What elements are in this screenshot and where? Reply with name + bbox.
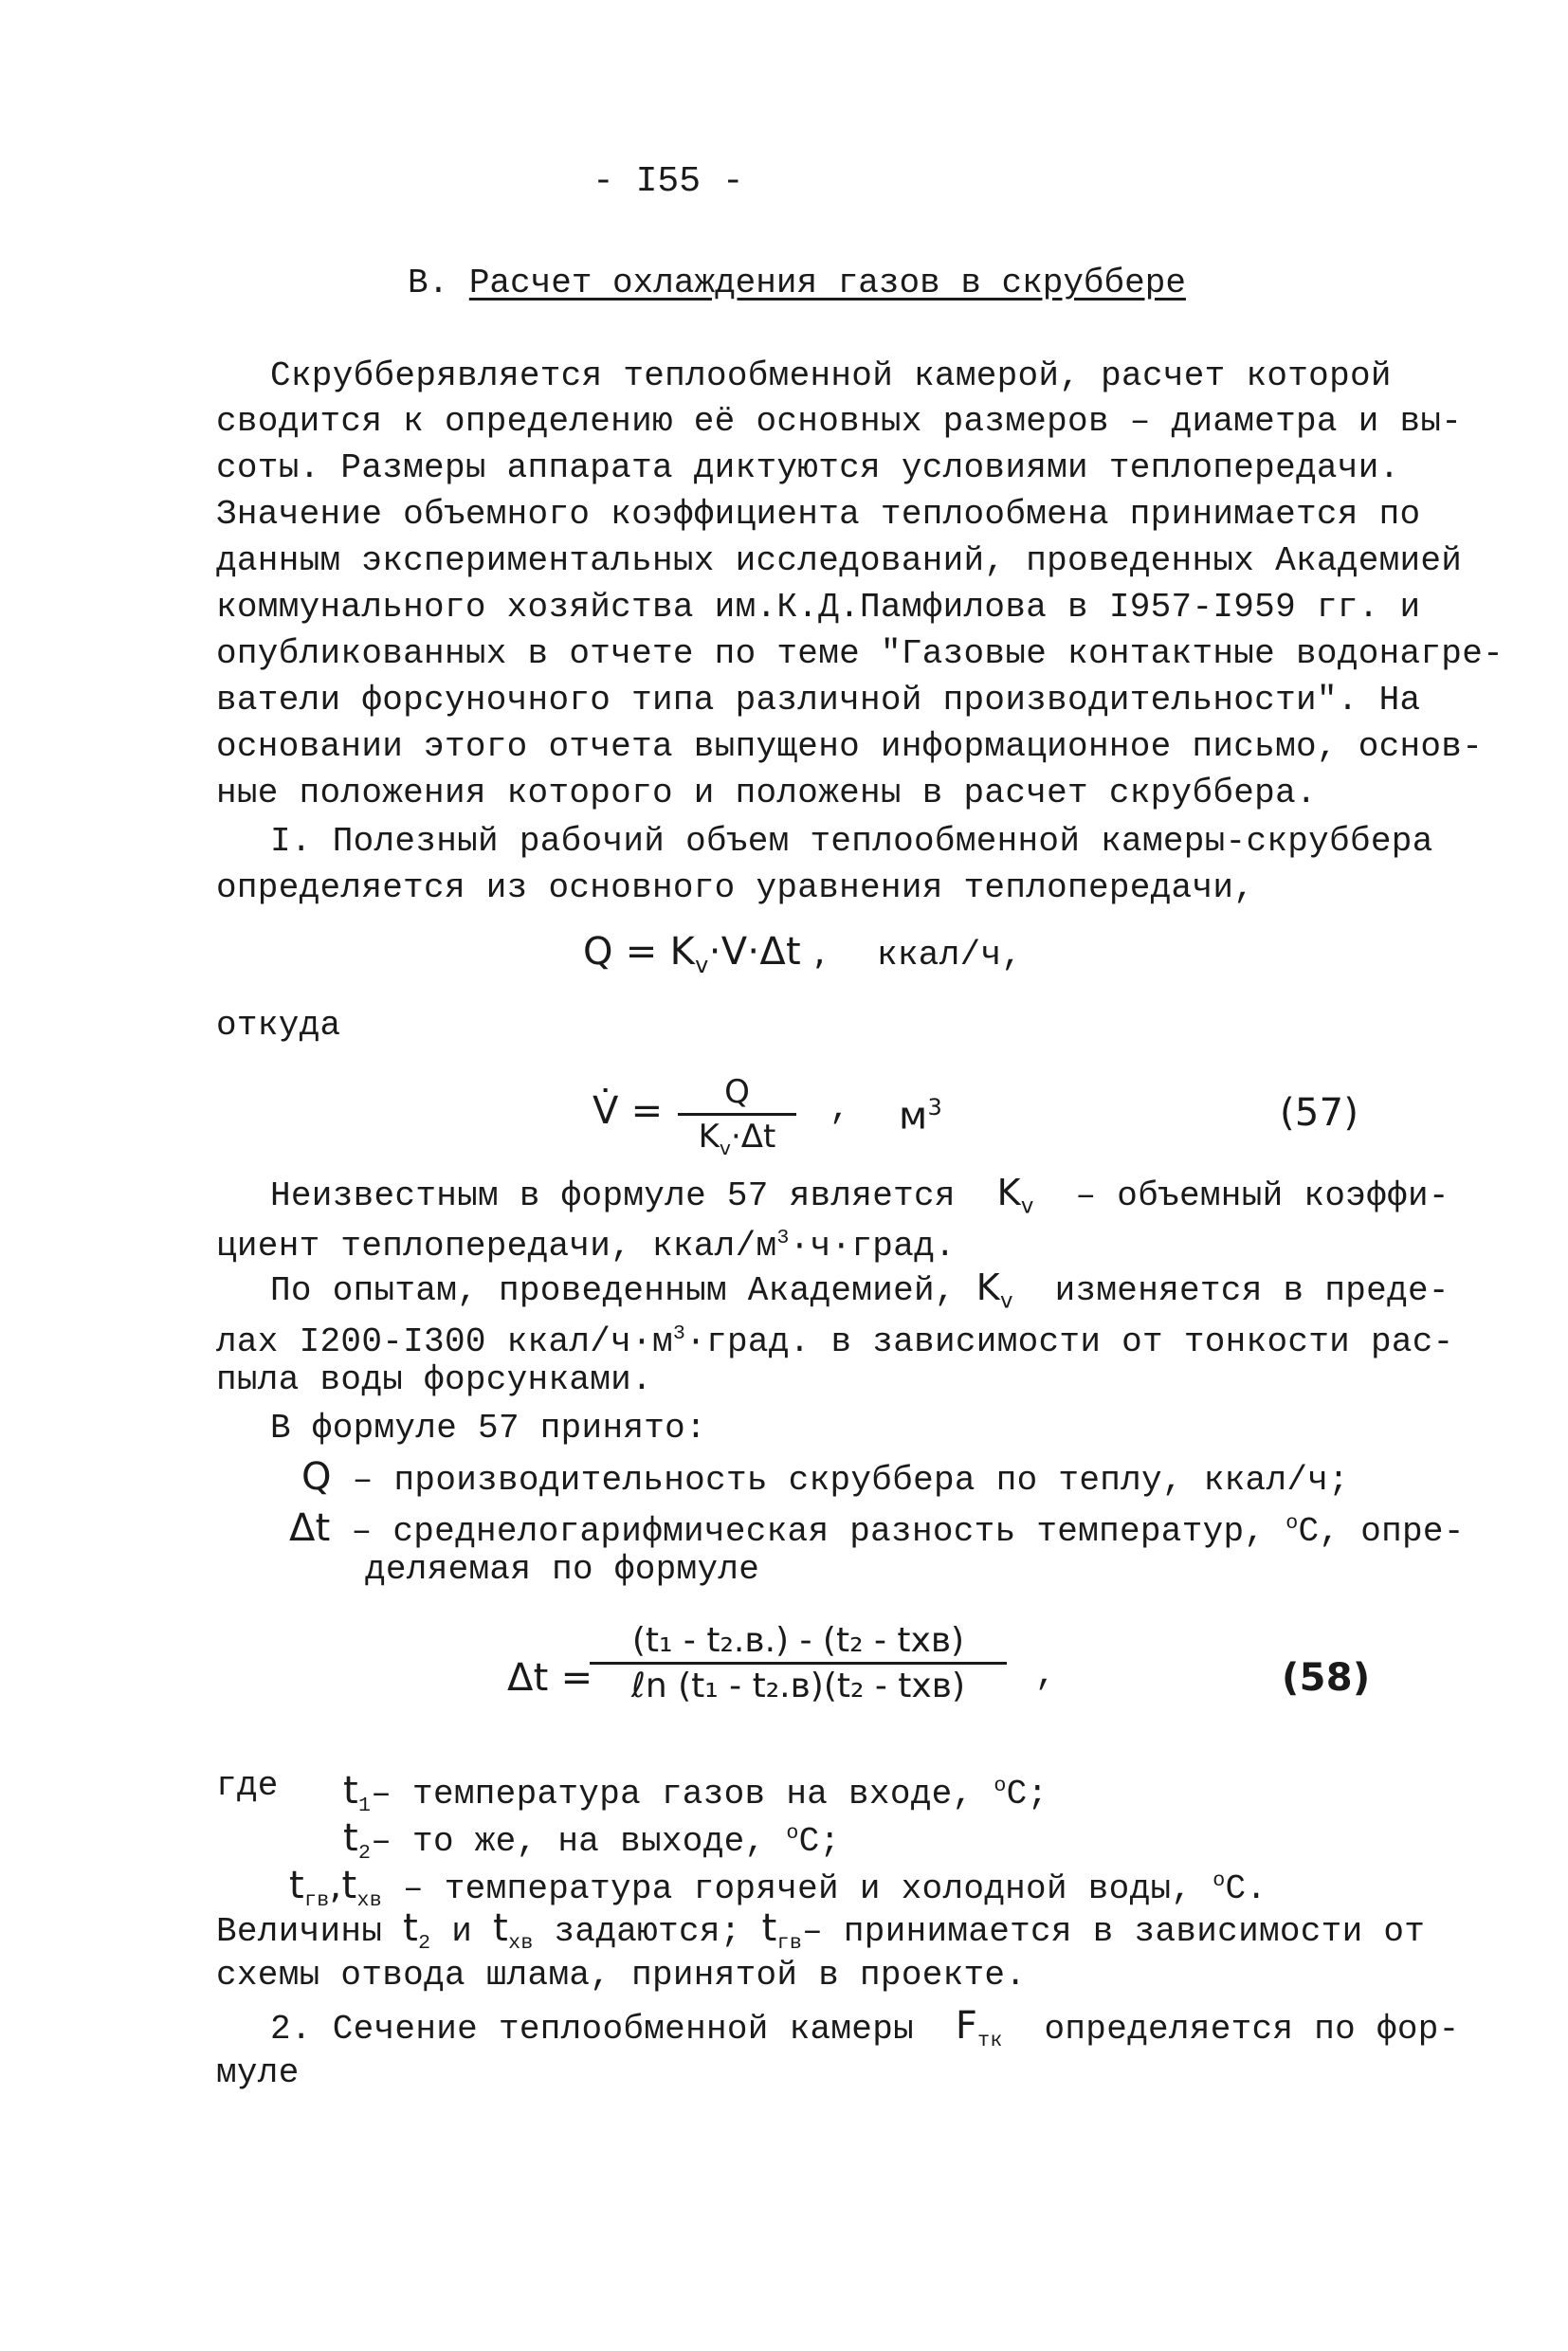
kv-text-a: Неизвестным в формуле 57 является: [270, 1176, 956, 1215]
exp-sub: v: [999, 1288, 1013, 1314]
eq58-fraction: [590, 1621, 1007, 1705]
given-s1-sub: 2: [418, 1932, 431, 1956]
def-dt-text-b: С, опре-: [1298, 1512, 1465, 1551]
equation-main: [583, 931, 826, 986]
eq58-comma: ,: [1035, 1655, 1056, 1694]
t1-sub: 1: [357, 1795, 372, 1818]
t2-text: – то же, на выходе,: [371, 1822, 766, 1861]
eq57-den-k: K: [698, 1118, 720, 1156]
given-s3-sub: гв: [776, 1932, 803, 1956]
tw-sym: t: [289, 1864, 304, 1907]
eq57-unit-m: м: [899, 1094, 928, 1139]
eq57-unit: [899, 1086, 942, 1137]
eq57-label: (57): [1280, 1091, 1359, 1135]
text-line: [216, 1313, 1454, 1363]
given-s2: t: [493, 1906, 509, 1950]
definition-dt: [289, 1503, 1465, 1553]
section-title: [408, 264, 1186, 302]
text-line: В формуле 57 принято:: [270, 1409, 706, 1448]
definition-q: [301, 1456, 1349, 1502]
page-number: - I55 -: [593, 161, 744, 202]
exp-l1-a: По опытам, проведенным Академией,: [270, 1271, 956, 1310]
kv-sym: K: [996, 1172, 1021, 1213]
item2-sym: F: [955, 2004, 978, 2048]
tw-sub2: хв: [356, 1889, 383, 1913]
text-line: коммунального хозяйства им.К.Д.Памфилова в I957-I959 гг. и: [216, 588, 1421, 627]
given-s1: t: [403, 1906, 419, 1950]
eq57-lhs: V̇ =: [593, 1089, 664, 1133]
eq57-den-rest: ·Δt: [730, 1118, 776, 1156]
eq57-den-sub: v: [719, 1136, 731, 1159]
kv-l2-a: циент теплопередачи, ккал/м: [216, 1227, 777, 1266]
text-line: определяется из основного уравнения теплопередачи,: [216, 868, 1255, 907]
kv-symbol: [975, 1267, 1013, 1314]
exp-l2-sup: 3: [672, 1322, 686, 1345]
eq58-numerator: (t₁ - t₂.в.) - (t₂ - tхв): [590, 1621, 1007, 1665]
text-line: схемы отвода шлама, принятой в проекте.: [216, 1956, 1027, 1995]
item2-line: [270, 2005, 1460, 2062]
text-line: сводится к определению её основных размеров – диаметра и вы-: [216, 402, 1463, 441]
given-s3: t: [761, 1906, 777, 1950]
eq-lhs: Q = K: [583, 930, 696, 974]
equation-main-unit: ккал/ч,: [877, 936, 1023, 975]
kv-sub: v: [1020, 1194, 1034, 1219]
t1-deg: о: [994, 1775, 1007, 1797]
text-line-otkuda: откуда: [216, 1006, 341, 1045]
exp-l2-b: ·град. в зависимости от тонкости рас-: [685, 1322, 1454, 1361]
section-title-text: Расчет охлаждения газов в скрубберe: [468, 264, 1186, 302]
text-line: муле: [216, 2053, 300, 2092]
given-d: – принимается в зависимости от: [802, 1912, 1426, 1951]
where-word: где: [216, 1766, 279, 1805]
t1-text: – температура газов на входе,: [371, 1775, 974, 1813]
t1-sym: t: [343, 1769, 358, 1813]
tw-sym2: ,t: [329, 1864, 357, 1907]
eq-sub: v: [695, 952, 709, 978]
item2-b: определяется по фор-: [1044, 2010, 1460, 2049]
eq57-unit-sup: 3: [927, 1094, 943, 1121]
kv-text-b: – объемный коэффи-: [1075, 1176, 1449, 1215]
eq58-lhs: Δt =: [507, 1656, 593, 1700]
def-q-text: – производительность скруббера по теплу, ккал/ч;: [352, 1461, 1350, 1500]
eq57-numerator: Q: [678, 1073, 796, 1116]
def-dt-text-a: – среднелогарифмическая разность температур,: [351, 1512, 1266, 1551]
text-line: I. Полезный рабочий объем теплообменной камеры-скруббера: [270, 822, 1433, 861]
item2-a: 2. Сечение теплообменной камеры: [270, 2010, 915, 2049]
kv-symbol: [996, 1172, 1034, 1219]
text-line: Значение объемного коэффициента теплообмена принимается по: [216, 495, 1421, 534]
t1-end: С;: [1006, 1775, 1048, 1813]
eq57-comma: ,: [830, 1089, 850, 1128]
def-q-symbol: Q: [301, 1455, 332, 1499]
exp-l2-a: лах I200-I300 ккал/ч·м: [216, 1322, 673, 1361]
eq-rhs: ·V·Δt ,: [708, 930, 827, 974]
item2-sub: тк: [977, 2030, 1003, 2053]
text-line: пыла воды форсунками.: [216, 1360, 652, 1399]
tw-end: С.: [1225, 1869, 1267, 1908]
text-line: опубликованных в отчете по теме "Газовые контактные водонагре-: [216, 634, 1504, 673]
given-s2-sub: хв: [508, 1932, 534, 1956]
kv-l2-sup: 3: [776, 1227, 790, 1249]
text-line: ватели форсуночного типа различной производительности". На: [216, 681, 1421, 720]
def-dt-symbol: Δt: [289, 1506, 331, 1550]
given-a: Величины: [216, 1912, 383, 1951]
t2-deg: о: [786, 1822, 799, 1845]
eq58-denominator: ℓn (t₁ - t₂.в)(t₂ - tхв): [630, 1667, 965, 1705]
exp-l1-b: изменяется в преде-: [1054, 1271, 1449, 1310]
text-line: [216, 1217, 956, 1267]
given-c: задаются;: [554, 1912, 741, 1951]
eq57-fraction: [678, 1073, 796, 1159]
text-line: Скрубберявляется теплообменной камерой, расчет которой: [270, 356, 1392, 395]
exp-sym: K: [975, 1267, 1000, 1308]
t2-sym: t: [343, 1816, 358, 1860]
text-line: основании этого отчета выпущено информационное письмо, основ-: [216, 727, 1484, 766]
eq57-denominator: [678, 1116, 796, 1159]
given-b: и: [451, 1912, 473, 1951]
def-dt-deg: о: [1285, 1512, 1299, 1535]
tw-text: – температура горячей и холодной воды,: [402, 1869, 1193, 1908]
text-line: деляемая по формуле: [365, 1550, 760, 1589]
tw-sub1: гв: [303, 1889, 330, 1913]
eq58-label: (58): [1282, 1656, 1371, 1700]
tw-deg: о: [1212, 1869, 1226, 1892]
t2-end: С;: [798, 1822, 841, 1861]
kv-l2-b: ·ч·град.: [789, 1227, 956, 1266]
text-line: соты. Размеры аппарата диктуются условиями теплопередачи.: [216, 448, 1400, 487]
section-letter: B.: [408, 264, 449, 302]
t2-sub: 2: [357, 1842, 372, 1866]
text-line: данным экспериментальных исследований, проведенных Академией: [216, 541, 1463, 580]
text-line: ные положения которого и положены в расчет скруббера.: [216, 774, 1317, 812]
